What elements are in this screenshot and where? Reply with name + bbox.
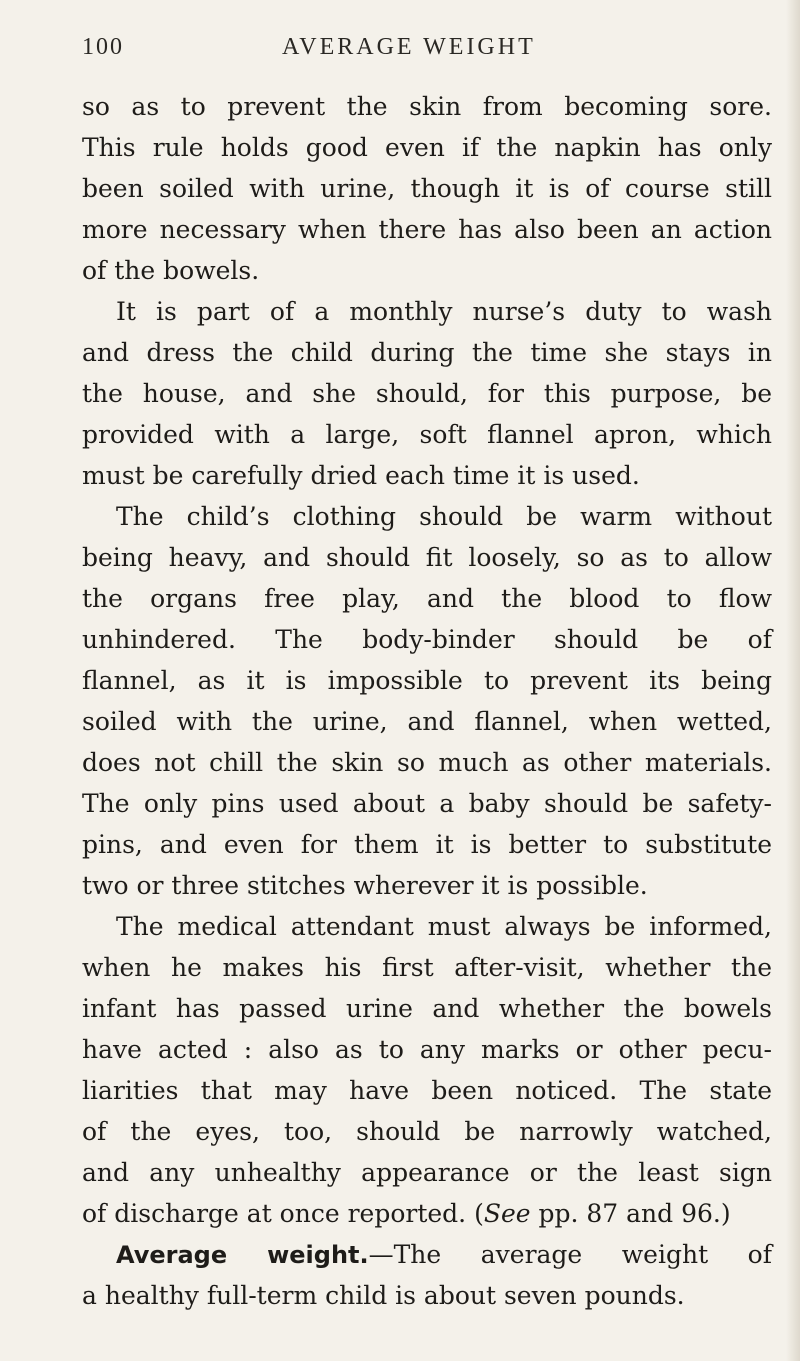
text-line: It is part of a monthly nurse’s duty to wash bbox=[116, 297, 772, 326]
text-line: and dress the child during the time she stays in bbox=[82, 338, 772, 367]
text-line: provided with a large, soft flannel apron, which bbox=[82, 420, 772, 449]
text-line: infant has passed urine and whether the bowels bbox=[82, 994, 772, 1023]
text-line: and any unhealthy appearance or the least sign bbox=[82, 1158, 772, 1187]
text-line: must be carefully dried each time it is used. bbox=[82, 461, 640, 490]
text-line: so as to prevent the skin from becoming sore. bbox=[82, 92, 772, 121]
text-line: have acted : also as to any marks or other pecu- bbox=[82, 1035, 772, 1064]
text-line: liarities that may have been noticed. The state bbox=[82, 1076, 772, 1105]
section-heading: Average weight. bbox=[116, 1241, 369, 1269]
section-text: —The average weight of bbox=[368, 1240, 772, 1269]
page-edge-shadow bbox=[786, 0, 800, 1361]
text-line: been soiled with urine, though it is of course still bbox=[82, 174, 772, 203]
running-title: AVERAGE WEIGHT bbox=[282, 34, 536, 60]
text-line: more necessary when there has also been an action bbox=[82, 215, 772, 244]
text-line: The only pins used about a baby should be safety- bbox=[82, 789, 772, 818]
text-line: The medical attendant must always be informed, bbox=[116, 912, 772, 941]
page-number: 100 bbox=[82, 34, 124, 60]
section-line bbox=[82, 1234, 772, 1275]
text-line: does not chill the skin so much as other materials. bbox=[82, 748, 772, 777]
text-line: of the eyes, too, should be narrowly watched, bbox=[82, 1117, 772, 1146]
text-line: being heavy, and should fit loosely, so as to allow bbox=[82, 543, 772, 572]
page-reference: pp. 87 and 96.) bbox=[530, 1199, 731, 1228]
text-line: pins, and even for them it is better to substitute bbox=[82, 830, 772, 859]
body-text bbox=[82, 86, 772, 1316]
running-head bbox=[82, 34, 762, 70]
text-line: flannel, as it is impossible to prevent its being bbox=[82, 666, 772, 695]
text-line: the house, and she should, for this purpose, be bbox=[82, 379, 772, 408]
text-line: a healthy full-term child is about seven pounds. bbox=[82, 1281, 685, 1310]
text-line-with-reference bbox=[82, 1193, 772, 1234]
text-line: The child’s clothing should be warm without bbox=[116, 502, 772, 531]
text-line: two or three stitches wherever it is possible. bbox=[82, 871, 648, 900]
text-line: This rule holds good even if the napkin has only bbox=[82, 133, 772, 162]
text-fragment: of discharge at once reported. ( bbox=[82, 1199, 484, 1228]
text-line: of the bowels. bbox=[82, 256, 260, 285]
text-line: the organs free play, and the blood to flow bbox=[82, 584, 772, 613]
text-line: when he makes his first after-visit, whether the bbox=[82, 953, 772, 982]
text-line: soiled with the urine, and flannel, when wetted, bbox=[82, 707, 772, 736]
see-reference: See bbox=[483, 1199, 531, 1228]
text-line: unhindered. The body-binder should be of bbox=[82, 625, 772, 654]
